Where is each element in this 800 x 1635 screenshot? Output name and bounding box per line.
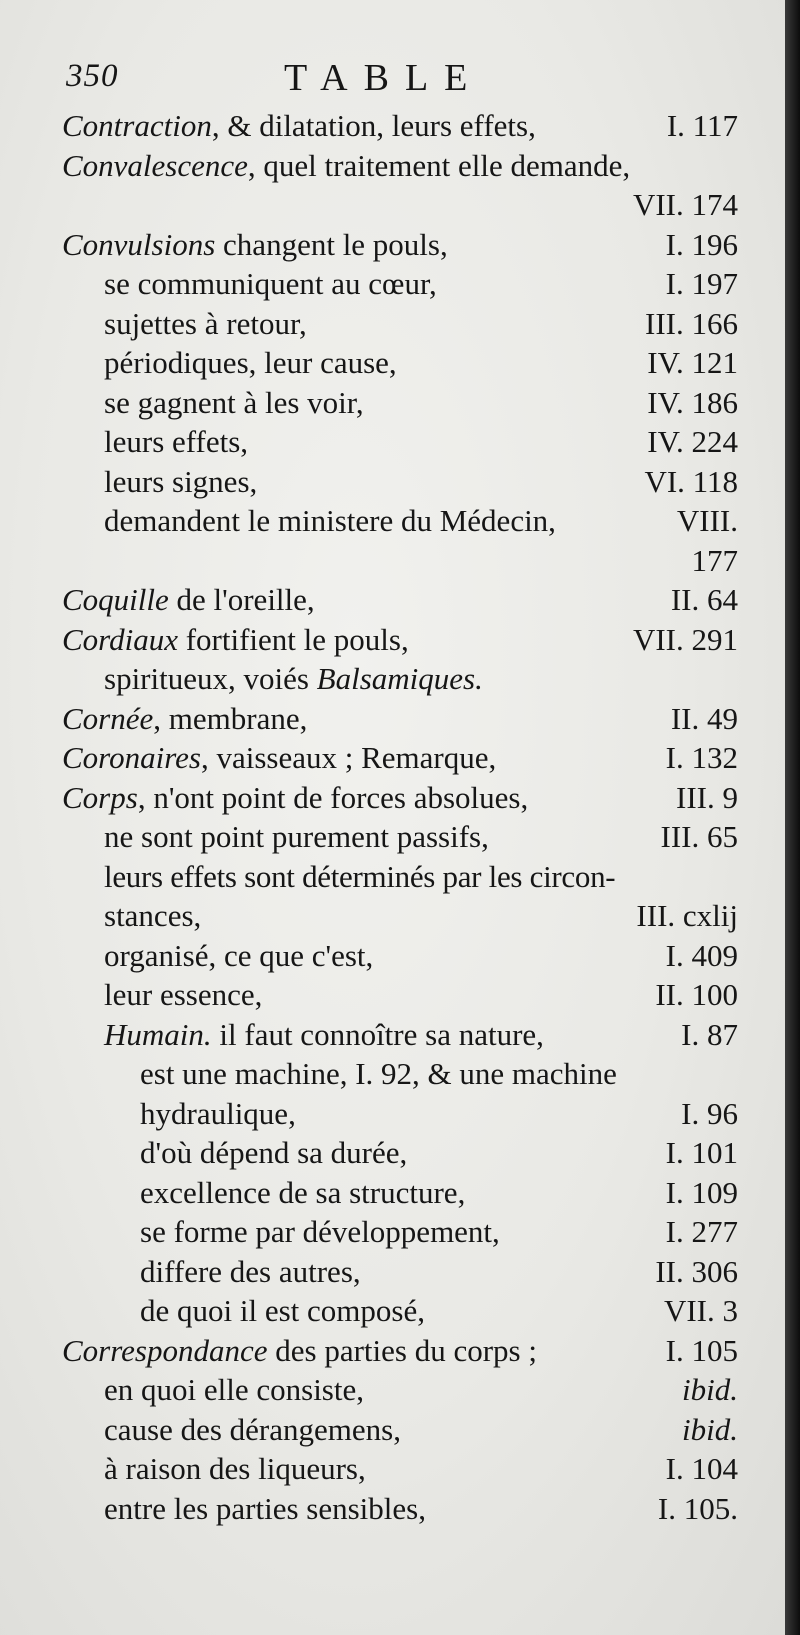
entry-text: entre les parties sensibles, xyxy=(104,1490,426,1526)
index-entry xyxy=(62,817,738,857)
entry-italic-tail: Balsamiques. xyxy=(316,661,483,696)
entry-reference: I. 105 xyxy=(665,1332,738,1368)
index-entry xyxy=(62,501,738,541)
entry-text: fortifient le pouls, xyxy=(177,621,409,657)
entry-reference: I. 101 xyxy=(665,1135,738,1170)
entry-text: ne sont point purement passifs, xyxy=(104,819,489,854)
entry-text: , n'ont point de forces absolues, xyxy=(137,779,529,815)
entry-reference: IV. 186 xyxy=(647,384,738,420)
entry-text: des parties du corps ; xyxy=(267,1332,537,1368)
index-entry xyxy=(62,462,738,502)
entry-text: leurs effets, xyxy=(104,424,249,459)
entry-text: leurs effets sont déterminés par les circon- xyxy=(104,858,616,894)
entry-headword: Cordiaux xyxy=(62,621,178,657)
entry-text: leurs signes, xyxy=(104,463,258,499)
entry-text: , quel traitement elle demande, xyxy=(247,147,631,183)
entry-reference: I. 105. xyxy=(657,1490,738,1526)
entry-headword: Cornée xyxy=(62,700,154,736)
index-entry xyxy=(62,422,738,462)
entry-reference: I. 132 xyxy=(665,740,738,775)
entry-text: est une machine, I. 92, & une machine xyxy=(140,1056,617,1091)
index-entry xyxy=(62,1054,738,1094)
index-entry xyxy=(62,778,738,818)
index-entry xyxy=(62,580,738,620)
index-entry xyxy=(62,659,738,699)
index-entry xyxy=(62,857,738,897)
index-entry xyxy=(62,264,738,304)
entry-reference: VI. 118 xyxy=(644,463,738,499)
index-entry xyxy=(62,1094,738,1134)
entry-headword: Corps xyxy=(62,779,138,815)
entry-headword: Convulsions xyxy=(62,226,216,262)
index-entry xyxy=(62,343,738,383)
page-edge-shadow xyxy=(785,0,800,1635)
entry-text: à raison des liqueurs, xyxy=(104,1451,366,1486)
entry-reference: VII. 174 xyxy=(632,187,738,222)
entry-reference: I. 117 xyxy=(666,108,738,143)
entry-reference: 177 xyxy=(691,542,738,578)
index-entry xyxy=(62,541,738,581)
entry-text: , & dilatation, leurs effets, xyxy=(211,108,536,143)
entry-headword: Coronaires xyxy=(62,740,201,775)
entry-reference: III. cxlij xyxy=(636,898,738,933)
running-title: TABLE xyxy=(284,57,484,99)
entry-reference: I. 277 xyxy=(665,1214,738,1249)
index-entry xyxy=(62,1015,738,1055)
entry-reference: I. 409 xyxy=(665,937,738,973)
entry-reference: VIII. xyxy=(676,503,738,538)
entry-headword: Correspondance xyxy=(62,1332,268,1368)
index-entry xyxy=(62,304,738,344)
index-entry xyxy=(62,1331,738,1371)
entry-text: de l'oreille, xyxy=(168,582,315,617)
entry-text: hydraulique, xyxy=(140,1095,296,1131)
index-entry xyxy=(62,936,738,976)
entry-text: demandent le ministere du Médecin, xyxy=(104,503,556,538)
entry-reference: ibid. xyxy=(682,1372,738,1407)
entry-reference: I. 96 xyxy=(681,1095,738,1131)
entry-text: de quoi il est composé, xyxy=(140,1293,425,1328)
entry-text: se communiquent au cœur, xyxy=(104,266,437,301)
index-entry xyxy=(62,1133,738,1173)
index-entry xyxy=(62,1449,738,1489)
entry-headword: Coquille xyxy=(62,582,169,617)
entry-headword: Contraction xyxy=(62,108,212,143)
entry-headword: Convalescence xyxy=(62,147,248,183)
entry-text: sujettes à retour, xyxy=(104,305,307,341)
entry-text: , vaisseaux ; Remarque, xyxy=(200,740,497,775)
index-entry xyxy=(62,225,738,265)
entry-text: cause des dérangemens, xyxy=(104,1411,401,1447)
index-entry xyxy=(62,383,738,423)
index-entry xyxy=(62,1291,738,1331)
index-entry xyxy=(62,1489,738,1529)
entry-reference: IV. 224 xyxy=(647,424,738,459)
index-entry xyxy=(62,1173,738,1213)
entry-text: en quoi elle consiste, xyxy=(104,1372,364,1407)
entry-text: se gagnent à les voir, xyxy=(104,384,364,420)
index-entry xyxy=(62,896,738,936)
index-entry xyxy=(62,1410,738,1450)
entry-reference: IV. 121 xyxy=(647,345,738,380)
entry-reference: II. 64 xyxy=(670,582,738,617)
entry-text: excellence de sa structure, xyxy=(140,1174,466,1210)
index-entry xyxy=(62,1370,738,1410)
entry-text: stances, xyxy=(104,898,202,933)
entry-headword: Humain. xyxy=(104,1016,212,1052)
entry-text: se forme par développement, xyxy=(140,1214,500,1249)
entry-text: organisé, ce que c'est, xyxy=(104,937,374,973)
entry-text: spiritueux, voiés xyxy=(104,661,317,696)
entry-reference: II. 100 xyxy=(655,977,738,1012)
entry-reference: III. 65 xyxy=(660,819,738,854)
entry-reference: II. 49 xyxy=(670,700,738,736)
entry-text: d'où dépend sa durée, xyxy=(140,1135,408,1170)
entry-text: périodiques, leur cause, xyxy=(104,345,397,380)
entry-text: leur essence, xyxy=(104,977,263,1012)
index-entry xyxy=(62,699,738,739)
index-entry xyxy=(62,185,738,225)
index-entries xyxy=(62,106,738,1528)
entry-reference: I. 109 xyxy=(665,1174,738,1210)
entry-reference: I. 197 xyxy=(665,266,738,301)
page-number: 350 xyxy=(66,58,119,94)
entry-text: differe des autres, xyxy=(140,1253,361,1289)
entry-text: , membrane, xyxy=(153,700,308,736)
index-entry xyxy=(62,106,738,146)
page-header xyxy=(62,50,742,106)
index-entry xyxy=(62,146,738,186)
index-entry xyxy=(62,1252,738,1292)
entry-reference: I. 87 xyxy=(681,1016,738,1052)
entry-reference: I. 196 xyxy=(665,226,738,262)
entry-reference: II. 306 xyxy=(655,1253,738,1289)
index-entry xyxy=(62,975,738,1015)
entry-reference: VII. 291 xyxy=(632,621,738,657)
index-entry xyxy=(62,620,738,660)
entry-reference: VII. 3 xyxy=(663,1293,738,1328)
entry-text: il faut connoître sa nature, xyxy=(211,1016,544,1052)
entry-reference: III. 166 xyxy=(645,305,738,341)
index-entry xyxy=(62,738,738,778)
entry-reference: III. 9 xyxy=(676,779,738,815)
entry-text: changent le pouls, xyxy=(215,226,448,262)
index-entry xyxy=(62,1212,738,1252)
entry-reference: ibid. xyxy=(682,1411,738,1447)
entry-reference: I. 104 xyxy=(665,1451,738,1486)
